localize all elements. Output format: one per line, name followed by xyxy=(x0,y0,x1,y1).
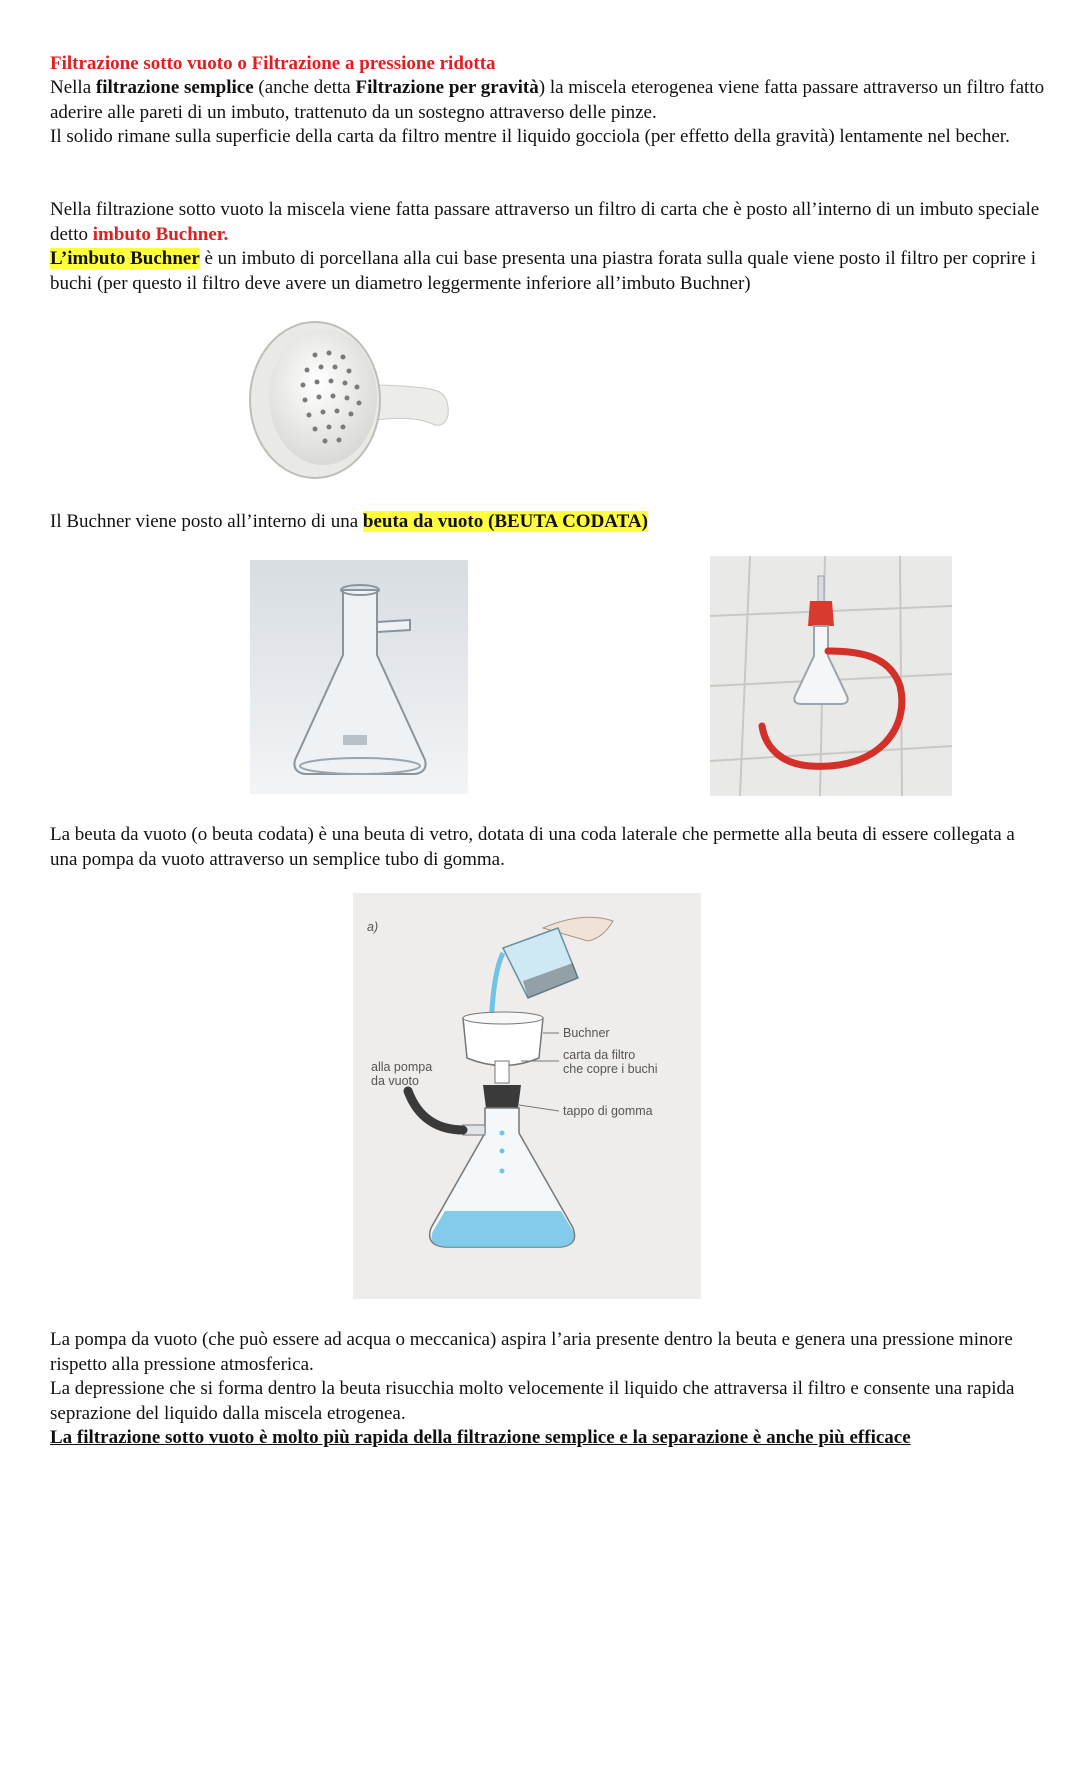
text: Nella filtrazione sotto vuoto la miscela viene fatta passare attraverso un filtro di carta che è posto all’interno di un imbuto speciale detto xyxy=(50,199,1040,245)
label-carta-filtro-2: che copre i buchi xyxy=(563,1062,658,1076)
text: ) la miscela eterogenea viene fatta passare attraverso un filtro fatto aderire alle pareti di un imbuto, trattenuto da un sostegno attraverso delle pinze. xyxy=(50,77,1045,123)
vacuum-flask-image xyxy=(250,560,468,794)
paragraph-beuta-descrizione: La beuta da vuoto (o beuta codata) è una beuta di vetro, dotata di una coda laterale che permette alla beuta di essere collegata a una pompa da vuoto attraverso un semplice tubo di gomma. xyxy=(50,824,1015,870)
paragraph-pompa-da-vuoto: La pompa da vuoto (che può essere ad acqua o meccanica) aspira l’aria presente dentro la beuta e genera una pressione minore rispetto alla pressione atmosferica. xyxy=(50,1329,1013,1375)
term-filtrazione-gravita: Filtrazione per gravità xyxy=(355,77,539,98)
text: è un imbuto di porcellana alla cui base presenta una piastra forata sulla quale viene posto il filtro per coprire i buchi (per questo il filtro deve avere un diametro leggermente inferiore all’imbuto Buchner) xyxy=(50,248,1036,294)
section-title: Filtrazione sotto vuoto o Filtrazione a pressione ridotta xyxy=(50,53,496,74)
text: (anche detta xyxy=(253,77,356,98)
term-beuta-da-vuoto: beuta da vuoto (BEUTA CODATA) xyxy=(362,511,648,532)
paragraph-depressione: La depressione che si forma dentro la beuta risucchia molto velocemente il liquido che attraversa il filtro e consente una rapida seprazione del liquido dalla miscela etrogenea. xyxy=(50,1378,1015,1424)
conclusion: La filtrazione sotto vuoto è molto più rapida della filtrazione semplice e la separazione è anche più efficace xyxy=(50,1427,911,1448)
term-filtrazione-semplice: filtrazione semplice xyxy=(95,77,254,98)
label-pompa-1: alla pompa xyxy=(371,1060,433,1074)
paragraph-filtrazione-semplice xyxy=(50,76,1045,125)
diagram-panel-label: a) xyxy=(367,920,379,934)
flask-with-tube-image xyxy=(710,556,952,796)
term-imbuto-buchner: imbuto Buchner. xyxy=(92,223,229,245)
paragraph-imbuto-buchner xyxy=(50,247,1045,296)
label-tappo: tappo di gomma xyxy=(563,1104,653,1118)
text: Il Buchner viene posto all’interno di una xyxy=(50,511,363,532)
label-pompa-2: da vuoto xyxy=(371,1074,419,1088)
paragraph-filtrazione-vuoto xyxy=(50,198,1045,247)
text: Nella xyxy=(50,77,96,98)
paragraph-solido: Il solido rimane sulla superficie della carta da filtro mentre il liquido gocciola (per effetto della gravità) lentamente nel becher. xyxy=(50,126,1010,147)
label-buchner: Buchner xyxy=(563,1026,610,1040)
paragraph-beuta-intro xyxy=(50,510,1045,535)
label-carta-filtro-1: carta da filtro xyxy=(563,1048,636,1062)
buchner-funnel-image xyxy=(245,315,455,485)
term-imbuto-buchner-highlight: L’imbuto Buchner xyxy=(50,248,200,269)
vacuum-filtration-diagram xyxy=(353,893,701,1299)
